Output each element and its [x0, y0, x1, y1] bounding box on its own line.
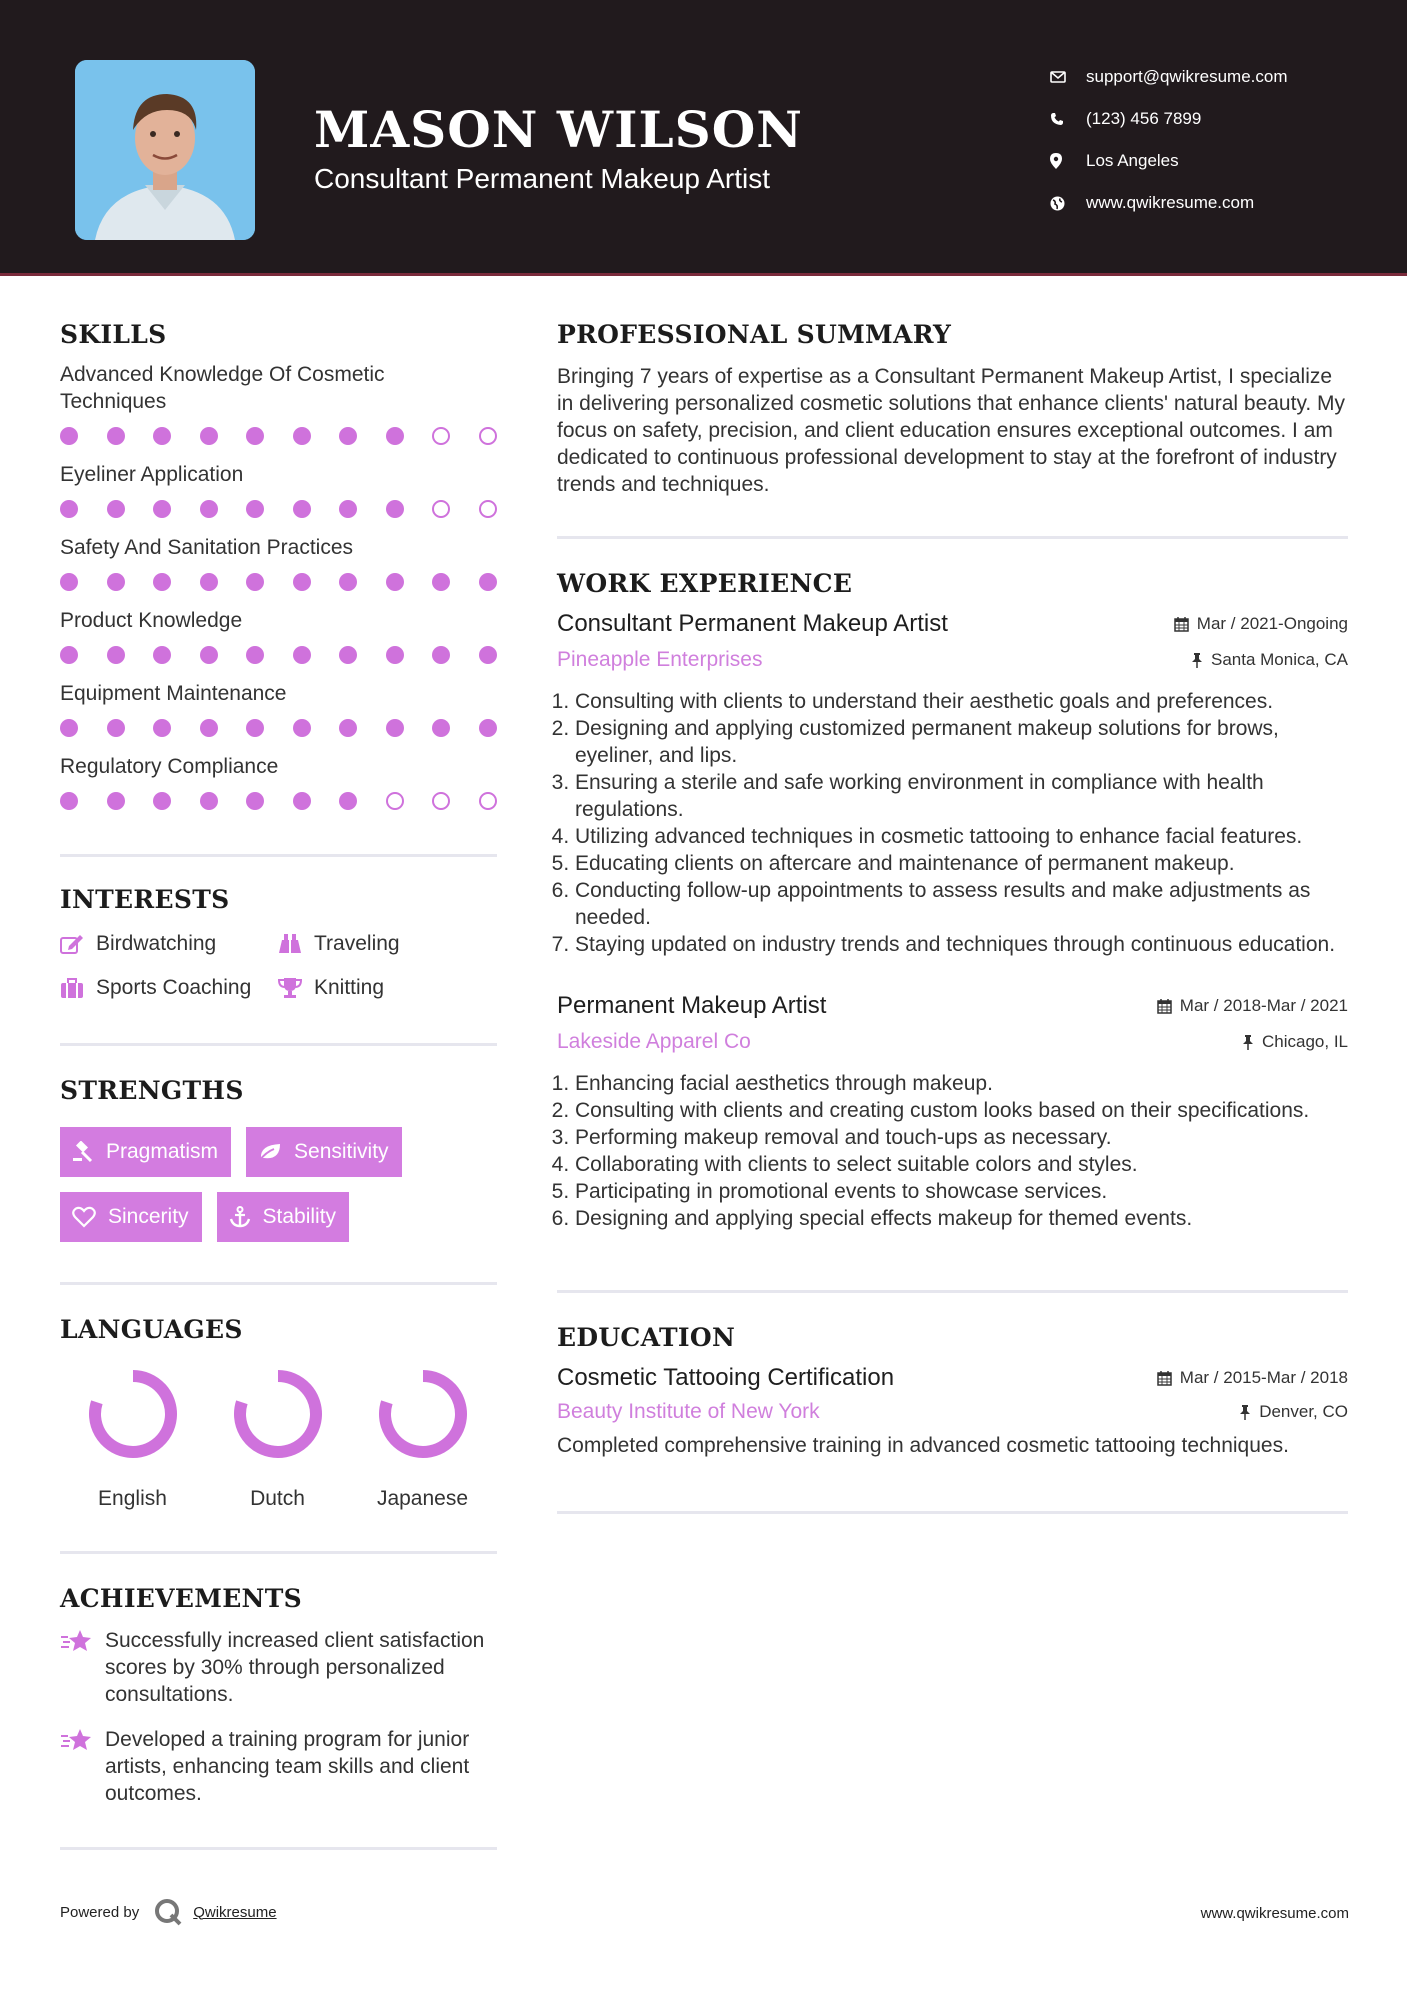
job-location: Chicago, IL [1242, 1032, 1348, 1052]
achievement-item: Developed a training program for junior artists, enhancing team skills and client outcomes. [60, 1726, 497, 1807]
rating-dot-filled [432, 719, 450, 737]
education-title: EDUCATION [557, 1323, 736, 1352]
rating-dot-empty [479, 500, 497, 518]
rating-dot-filled [246, 719, 264, 737]
list-item: 2. Designing and applying customized permanent makeup solutions for brows, eyeliner, and lips. [575, 715, 1348, 769]
rating-dot-filled [386, 500, 404, 518]
skill-name: Advanced Knowledge Of Cosmetic Techniques [60, 363, 385, 413]
heart-icon [72, 1206, 96, 1228]
list-item: 1. Enhancing facial aesthetics through makeup. [575, 1070, 1348, 1097]
school-name: Beauty Institute of New York [557, 1400, 820, 1423]
rating-dot-filled [339, 500, 357, 518]
interest-item: Knitting [278, 976, 478, 1000]
rating-dot-empty [479, 792, 497, 810]
education-entry [557, 1364, 1348, 1459]
rating-dot-filled [200, 427, 218, 445]
gavel-icon [72, 1141, 94, 1163]
star-icon [60, 1627, 105, 1708]
company-name: Lakeside Apparel Co [557, 1030, 751, 1053]
strengths-title: STRENGTHS [60, 1076, 244, 1105]
rating-dot-filled [479, 719, 497, 737]
list-item: 6. Conducting follow-up appointments to assess results and make adjustments as needed. [575, 877, 1348, 931]
skill-item [60, 753, 497, 812]
skills-title: SKILLS [60, 320, 167, 349]
rating-dot-empty [432, 500, 450, 518]
rating-dot-empty [479, 427, 497, 445]
rating-dot-filled [107, 573, 125, 591]
language-level-ring [228, 1364, 328, 1464]
rating-dot-empty [432, 792, 450, 810]
qwikresume-link[interactable]: Qwikresume [193, 1903, 277, 1921]
strength-tag: Stability [217, 1192, 350, 1242]
skill-rating [60, 573, 497, 593]
rating-dot-filled [200, 792, 218, 810]
rating-dot-filled [293, 500, 311, 518]
calendar-icon [1174, 617, 1189, 632]
skill-item [60, 361, 497, 447]
list-item: 3. Ensuring a sterile and safe working environment in compliance with health regulations. [575, 769, 1348, 823]
strength-tag: Pragmatism [60, 1127, 231, 1177]
interest-item: Birdwatching [60, 932, 278, 956]
map-pin-icon [1050, 153, 1086, 169]
language-level-arc [240, 1376, 316, 1452]
rating-dot-filled [339, 719, 357, 737]
list-item: 6. Designing and applying special effects makeup for themed events. [575, 1205, 1348, 1232]
job-entry [557, 992, 1348, 1232]
rating-dot-filled [432, 646, 450, 664]
edit-icon [60, 933, 96, 955]
interest-item: Sports Coaching [60, 976, 278, 1000]
rating-dot-filled [200, 500, 218, 518]
language-level-arc [95, 1376, 171, 1452]
rating-dot-filled [107, 719, 125, 737]
education-description: Completed comprehensive training in advanced cosmetic tattooing techniques. [557, 1434, 1289, 1457]
star-icon [60, 1726, 105, 1807]
rating-dot-filled [293, 719, 311, 737]
education-dates: Mar / 2015-Mar / 2018 [1157, 1368, 1348, 1388]
divider [60, 854, 497, 857]
rating-dot-filled [153, 719, 171, 737]
experience-title: WORK EXPERIENCE [557, 569, 853, 598]
rating-dot-filled [153, 646, 171, 664]
interests-title: INTERESTS [60, 885, 230, 914]
rating-dot-filled [386, 427, 404, 445]
leaf-icon [258, 1142, 282, 1162]
company-name: Pineapple Enterprises [557, 648, 763, 671]
rating-dot-filled [60, 792, 78, 810]
envelope-icon [1050, 71, 1086, 83]
contact-phone[interactable]: (123) 456 7899 [1050, 98, 1288, 140]
rating-dot-filled [246, 500, 264, 518]
briefcase-icon [60, 977, 96, 999]
divider [557, 1511, 1348, 1514]
skill-name: Equipment Maintenance [60, 682, 287, 705]
globe-icon [1050, 196, 1086, 211]
footer-website[interactable]: www.qwikresume.com [1200, 1905, 1349, 1922]
rating-dot-filled [246, 573, 264, 591]
job-entry [557, 610, 1348, 958]
rating-dot-filled [339, 646, 357, 664]
rating-dot-filled [107, 646, 125, 664]
strength-tag: Sincerity [60, 1192, 202, 1242]
calendar-icon [1157, 999, 1172, 1014]
rating-dot-filled [107, 500, 125, 518]
skill-name: Regulatory Compliance [60, 755, 279, 778]
rating-dot-filled [200, 719, 218, 737]
interest-item: Traveling [278, 932, 478, 956]
list-item: 4. Utilizing advanced techniques in cosmetic tattooing to enhance facial features. [575, 823, 1348, 850]
rating-dot-filled [293, 573, 311, 591]
rating-dot-empty [386, 792, 404, 810]
contact-location: Los Angeles [1050, 140, 1288, 182]
job-dates: Mar / 2021-Ongoing [1174, 614, 1348, 634]
strengths-list [60, 1127, 497, 1257]
job-location: Santa Monica, CA [1191, 650, 1348, 670]
languages-list [60, 1364, 497, 1511]
candidate-role: Consultant Permanent Makeup Artist [314, 163, 771, 194]
language-item [60, 1364, 205, 1511]
rating-dot-filled [339, 427, 357, 445]
left-column [60, 320, 497, 1850]
skill-rating [60, 500, 497, 520]
rating-dot-filled [153, 573, 171, 591]
list-item: 2. Consulting with clients and creating custom looks based on their specifications. [575, 1097, 1348, 1124]
rating-dot-filled [246, 427, 264, 445]
summary-title: PROFESSIONAL SUMMARY [557, 320, 952, 349]
skill-name: Eyeliner Application [60, 463, 244, 486]
achievements-title: ACHIEVEMENTS [60, 1584, 302, 1613]
rating-dot-filled [60, 500, 78, 518]
job-title: Permanent Makeup Artist [557, 992, 827, 1019]
list-item: 5. Participating in promotional events to showcase services. [575, 1178, 1348, 1205]
language-level-ring [83, 1364, 183, 1464]
language-item [205, 1364, 350, 1511]
list-item: 3. Performing makeup removal and touch-ups as necessary. [575, 1124, 1348, 1151]
candidate-name: MASON WILSON [314, 100, 803, 159]
rating-dot-filled [107, 427, 125, 445]
phone-icon [1050, 112, 1086, 126]
pushpin-icon [1191, 653, 1203, 668]
rating-dot-filled [339, 792, 357, 810]
calendar-icon [1157, 1371, 1172, 1386]
divider [557, 536, 1348, 539]
rating-dot-filled [153, 500, 171, 518]
rating-dot-filled [153, 427, 171, 445]
rating-dot-filled [60, 719, 78, 737]
divider [60, 1551, 497, 1554]
skills-list [60, 361, 497, 812]
rating-dot-filled [246, 792, 264, 810]
rating-dot-filled [293, 792, 311, 810]
summary-text: Bringing 7 years of expertise as a Consultant Permanent Makeup Artist, I specialize in delivering personalized cosmetic solutions that enhance clients' natural beauty. My focus on safety, precision, and client education ensures exceptional outcomes. I am dedicated to continuous professional development to stay at the forefront of industry trends and techniques. [557, 365, 1346, 496]
rating-dot-filled [200, 573, 218, 591]
rating-dot-empty [432, 427, 450, 445]
trophy-icon [278, 977, 314, 999]
skill-rating [60, 719, 497, 739]
language-level-arc [385, 1376, 461, 1452]
rating-dot-filled [386, 646, 404, 664]
divider [60, 1847, 497, 1850]
pushpin-icon [1242, 1035, 1254, 1050]
rating-dot-filled [386, 573, 404, 591]
language-label: Dutch [250, 1487, 305, 1510]
job-title: Consultant Permanent Makeup Artist [557, 610, 948, 637]
qwikresume-logo-icon [153, 1897, 183, 1927]
skill-item [60, 534, 497, 593]
footer-powered-by: Powered by Qwikresume [60, 1897, 277, 1927]
skill-item [60, 680, 497, 739]
rating-dot-filled [293, 427, 311, 445]
skill-item [60, 607, 497, 666]
education-location: Denver, CO [1239, 1402, 1348, 1422]
interests-list [60, 932, 497, 1000]
contact-list [1050, 56, 1288, 224]
skill-name: Safety And Sanitation Practices [60, 536, 354, 559]
binoculars-icon [278, 933, 314, 955]
responsibilities-list [557, 1070, 1348, 1232]
skill-item [60, 461, 497, 520]
profile-photo [75, 60, 255, 240]
skill-name: Product Knowledge [60, 609, 243, 632]
skill-rating [60, 792, 497, 812]
strength-tag: Sensitivity [246, 1127, 402, 1177]
rating-dot-filled [107, 792, 125, 810]
rating-dot-filled [200, 646, 218, 664]
list-item: 1. Consulting with clients to understand their aesthetic goals and preferences. [575, 688, 1348, 715]
right-column [557, 320, 1348, 1514]
skill-rating [60, 427, 497, 447]
achievement-item: Successfully increased client satisfaction scores by 30% through personalized consultations. [60, 1627, 497, 1708]
skill-rating [60, 646, 497, 666]
pushpin-icon [1239, 1405, 1251, 1420]
resume-header [0, 0, 1407, 276]
divider [60, 1282, 497, 1285]
rating-dot-filled [293, 646, 311, 664]
rating-dot-filled [153, 792, 171, 810]
rating-dot-filled [246, 646, 264, 664]
rating-dot-filled [60, 573, 78, 591]
list-item: 5. Educating clients on aftercare and maintenance of permanent makeup. [575, 850, 1348, 877]
rating-dot-filled [60, 646, 78, 664]
divider [557, 1290, 1348, 1293]
list-item: 7. Staying updated on industry trends and techniques through continuous education. [575, 931, 1348, 958]
language-level-ring [373, 1364, 473, 1464]
contact-email[interactable]: support@qwikresume.com [1050, 56, 1288, 98]
rating-dot-filled [479, 646, 497, 664]
anchor-icon [229, 1206, 251, 1228]
languages-title: LANGUAGES [60, 1315, 243, 1344]
rating-dot-filled [432, 573, 450, 591]
degree-title: Cosmetic Tattooing Certification [557, 1364, 895, 1391]
language-label: Japanese [376, 1487, 469, 1510]
language-item [350, 1364, 495, 1511]
rating-dot-filled [479, 573, 497, 591]
job-dates: Mar / 2018-Mar / 2021 [1157, 996, 1348, 1016]
contact-website[interactable]: www.qwikresume.com [1050, 182, 1288, 224]
language-label: English [98, 1487, 167, 1510]
rating-dot-filled [339, 573, 357, 591]
divider [60, 1043, 497, 1046]
rating-dot-filled [386, 719, 404, 737]
responsibilities-list [557, 688, 1348, 958]
list-item: 4. Collaborating with clients to select suitable colors and styles. [575, 1151, 1348, 1178]
rating-dot-filled [60, 427, 78, 445]
